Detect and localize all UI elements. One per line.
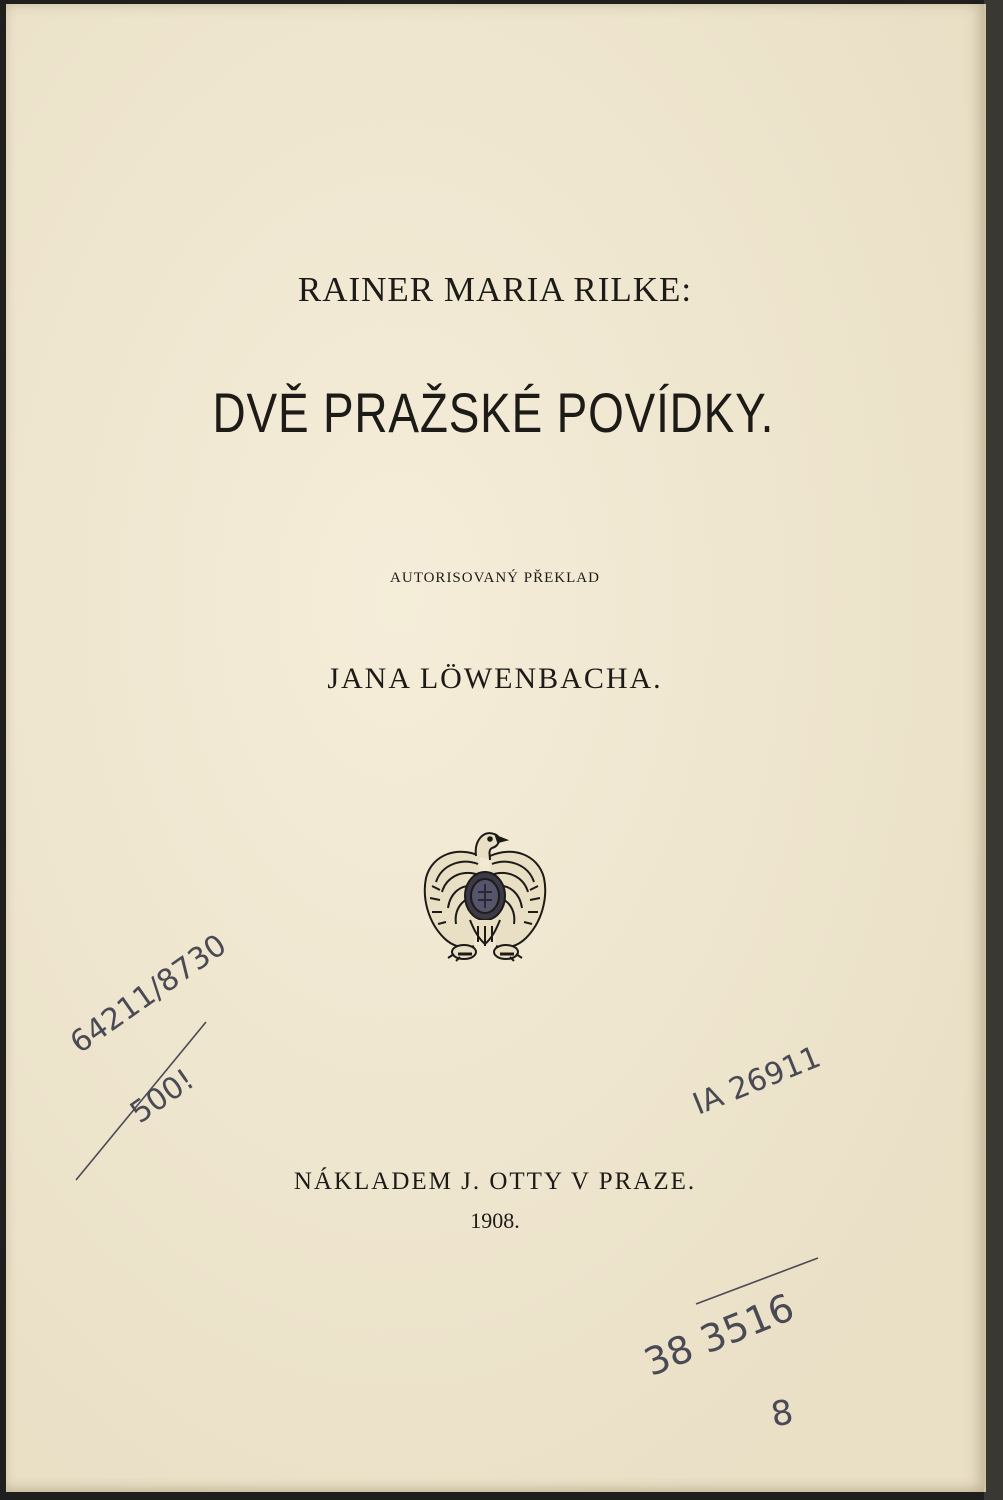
book-title: DVĚ PRAŽSKÉ POVÍDKY. bbox=[212, 381, 775, 444]
publication-year: 1908. bbox=[470, 1208, 520, 1233]
handwritten-shelf-mark-suffix: 8 bbox=[768, 1392, 797, 1436]
scan-edge bbox=[984, 0, 1003, 1500]
title-page bbox=[6, 4, 986, 1492]
translator-name: JANA LÖWENBACHA. bbox=[327, 662, 663, 695]
handwritten-shelf-mark: 38 3516 bbox=[638, 1285, 801, 1385]
handwritten-count: 500! bbox=[124, 1062, 201, 1131]
author-name: RAINER MARIA RILKE: bbox=[297, 270, 693, 309]
translation-note: AUTORISOVANÝ PŘEKLAD bbox=[390, 570, 600, 586]
handwritten-accession-number: 64211/8730 bbox=[64, 927, 234, 1061]
pencil-strokes bbox=[6, 4, 984, 1492]
publisher-line: NÁKLADEM J. OTTY V PRAZE. bbox=[293, 1168, 697, 1195]
handwritten-inventory-mark: IA 26911 bbox=[688, 1039, 826, 1123]
